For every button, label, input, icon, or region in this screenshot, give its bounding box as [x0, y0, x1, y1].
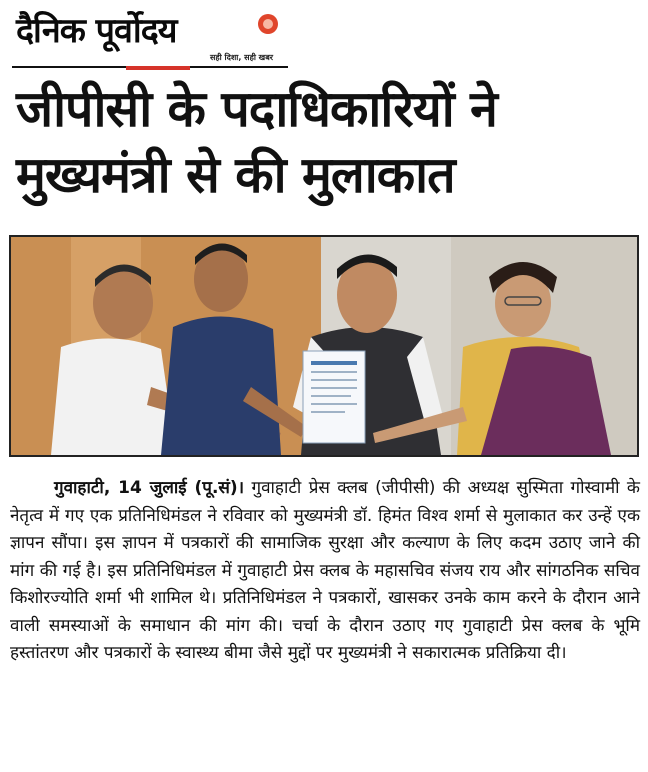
headline-line-1: जीपीसी के पदाधिकारियों ने	[16, 80, 497, 138]
masthead-title: दैनिक पूर्वोदय	[16, 11, 177, 51]
headline	[16, 76, 636, 208]
masthead-logo-icon	[258, 14, 278, 34]
headline-line-2: मुख्यमंत्री से की मुलाकात	[16, 146, 455, 204]
masthead-tagline: सही दिशा, सही खबर	[210, 53, 274, 62]
memorandum-document	[303, 351, 365, 443]
masthead-red-bar	[126, 66, 190, 70]
article-dateline: गुवाहाटी, 14 जुलाई (पू.सं)।	[54, 478, 245, 498]
article-text: गुवाहाटी प्रेस क्लब (जीपीसी) की अध्यक्ष सुस्मिता गोस्वामी के नेतृत्व में गए एक प्रतिनिधिमंडल ने रविवार को मुख्यमंत्री डॉ. हिमंत विश्व शर्मा से मुलाकात कर उन्हें एक ज्ञापन सौंपा। इस ज्ञापन में पत्रकारों की सामाजिक सुरक्षा और कल्याण के लिए कदम उठाए जाने की मांग की गई है। इस प्रतिनिधिमंडल में गुवाहाटी प्रेस क्लब के महासचिव संजय राय और सांगठनिक सचिव किशोरज्योति शर्मा भी शामिल थे। प्रतिनिधिमंडल ने पत्रकारों, खासकर उनके काम करने के दौरान आने वाली समस्याओं के समाधान की मांग की। चर्चा के दौरान उठाए गए गुवाहाटी प्रेस क्लब के भूमि हस्तांतरण और पत्रकारों के स्वास्थ्य बीमा जैसे मुद्दों पर मुख्यमंत्री ने सकारात्मक प्रतिक्रिया दी।	[10, 478, 640, 663]
news-photo	[9, 235, 639, 457]
article-body	[10, 475, 640, 668]
photo-illustration	[11, 237, 637, 455]
masthead	[12, 4, 292, 72]
